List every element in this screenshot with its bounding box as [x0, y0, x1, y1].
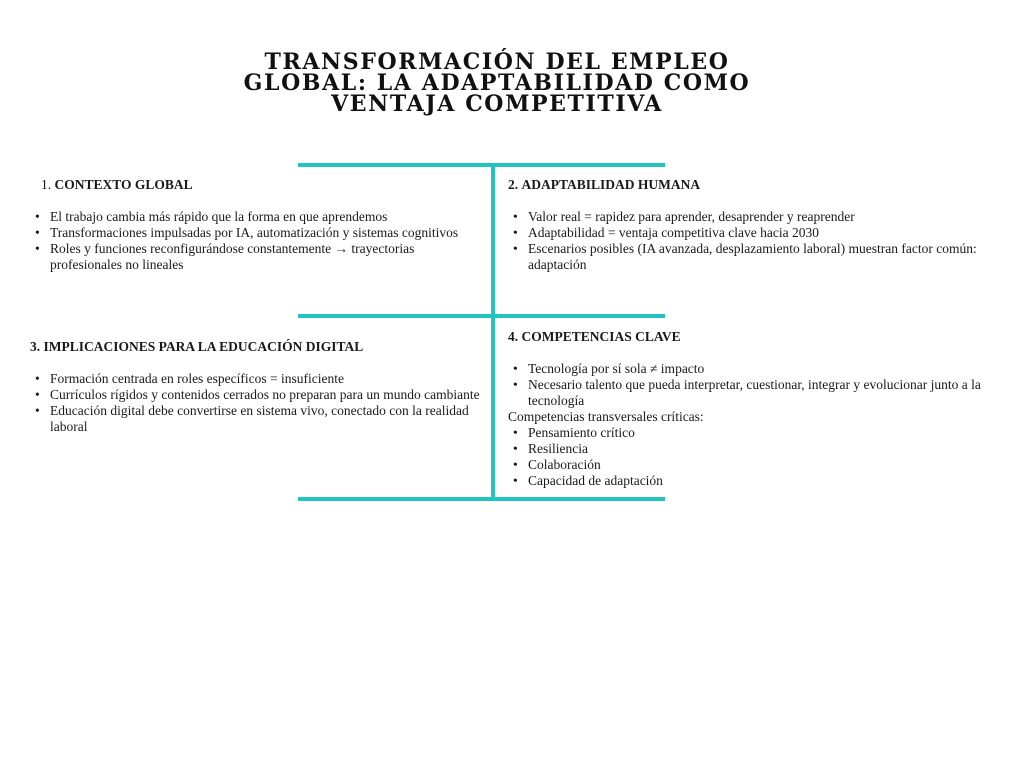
section-title: IMPLICACIONES PARA LA EDUCACIÓN DIGITAL: [43, 339, 364, 354]
bullet-list: [508, 361, 998, 409]
section-implicaciones-educacion: [30, 339, 490, 435]
list-item: • Escenarios posibles (IA avanzada, desplazamiento laboral) muestran factor común: adaptación: [528, 241, 998, 273]
section-number: 3.: [30, 339, 41, 354]
bullet-list: [30, 209, 470, 273]
subheading: Competencias transversales críticas:: [508, 409, 704, 424]
section-title: COMPETENCIAS CLAVE: [521, 329, 681, 344]
list-item: • Educación digital debe convertirse en sistema vivo, conectado con la realidad laboral: [50, 403, 490, 435]
list-item: • Capacidad de adaptación: [528, 473, 998, 489]
list-item: • Pensamiento crítico: [528, 425, 998, 441]
bullet-list: [508, 209, 998, 273]
title-line-1: TRANSFORMACIÓN DEL EMPLEO: [264, 49, 730, 75]
list-item: • Valor real = rapidez para aprender, desaprender y reaprender: [528, 209, 998, 225]
section-number: 4.: [508, 329, 519, 344]
section-number: 2.: [508, 177, 519, 192]
section-title: CONTEXTO GLOBAL: [54, 177, 193, 192]
bullet-list: [30, 371, 490, 435]
list-item: • Resiliencia: [528, 441, 998, 457]
section-heading: [508, 177, 998, 193]
section-heading: [30, 177, 470, 193]
list-item: • Formación centrada en roles específicos = insuficiente: [50, 371, 490, 387]
list-item: • Transformaciones impulsadas por IA, automatización y sistemas cognitivos: [50, 225, 470, 241]
title-line-2: GLOBAL: LA ADAPTABILIDAD COMO: [243, 70, 751, 96]
list-item: • Colaboración: [528, 457, 998, 473]
section-heading: [508, 329, 998, 345]
list-item: • Necesario talento que pueda interpretar, cuestionar, integrar y evolucionar junto a la tecnología: [528, 377, 998, 409]
divider-bottom: [298, 497, 665, 501]
divider-middle: [298, 314, 665, 318]
title-line-3: VENTAJA COMPETITIVA: [331, 91, 663, 117]
section-title: ADAPTABILIDAD HUMANA: [521, 177, 701, 192]
list-item: • Roles y funciones reconfigurándose constantemente → trayectorias profesionales no lineales: [50, 241, 470, 273]
list-item: • Tecnología por sí sola ≠ impacto: [528, 361, 998, 377]
divider-vertical: [491, 165, 495, 498]
section-contexto-global: [30, 177, 470, 273]
section-competencias-clave: [508, 329, 998, 489]
section-number: 1.: [41, 177, 52, 192]
list-item: • El trabajo cambia más rápido que la forma en que aprendemos: [50, 209, 470, 225]
page-title: [212, 49, 782, 117]
competencias-list: [508, 425, 998, 489]
divider-top: [298, 163, 665, 167]
section-adaptabilidad-humana: [508, 177, 998, 273]
section-heading: [30, 339, 490, 355]
list-item: • Currículos rígidos y contenidos cerrados no preparan para un mundo cambiante: [50, 387, 490, 403]
list-item: • Adaptabilidad = ventaja competitiva clave hacia 2030: [528, 225, 998, 241]
